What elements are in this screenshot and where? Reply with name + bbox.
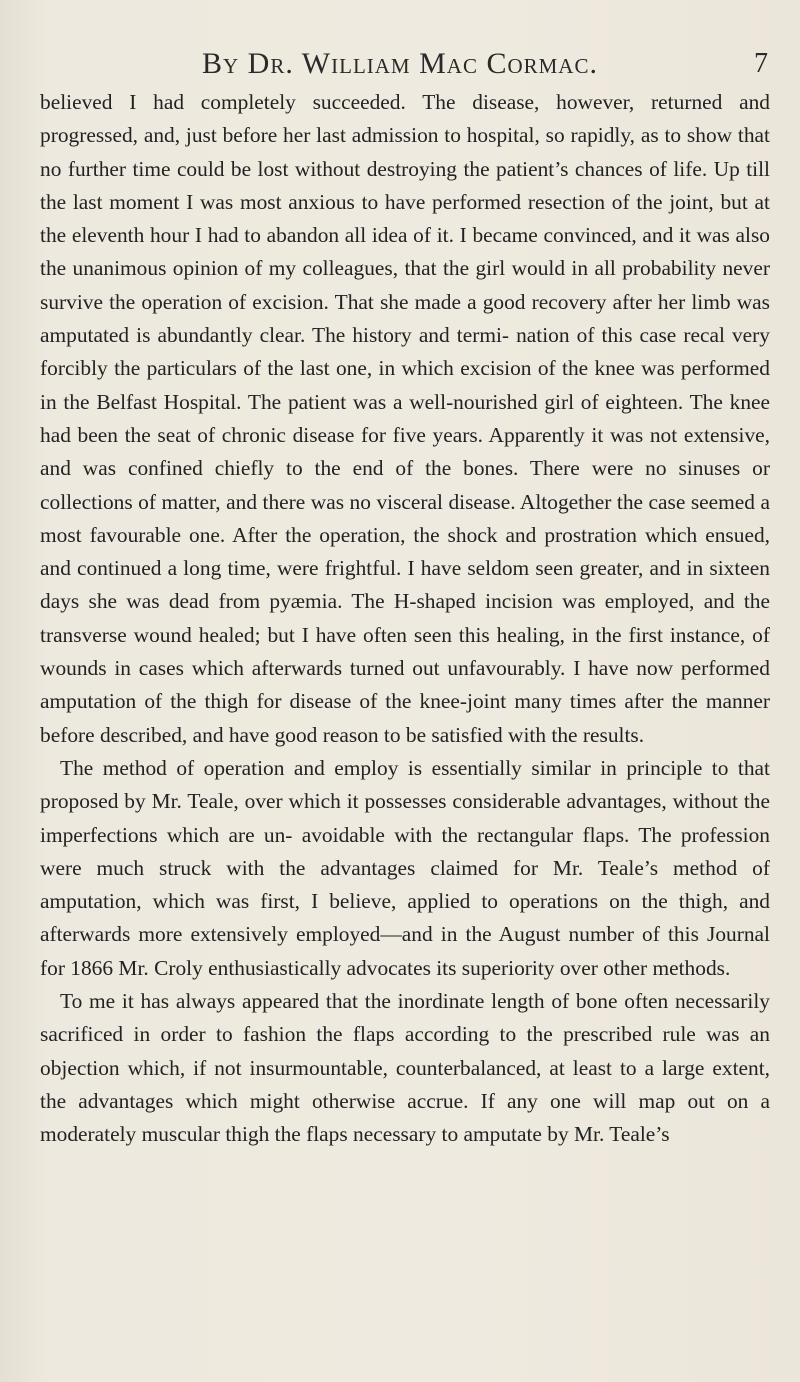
paragraph-3: To me it has always appeared that the inordinate length of bone often necessarily sacrificed in order to fashion the flaps according to the prescribed rule was an objection which, if not insurmountable, counterbalanced, at least to a large extent, the advantages which might otherwise accrue. If any one will map out on a moderately muscular thigh the flaps necessary to amputate by Mr. Teale’s — [40, 989, 770, 1147]
running-head — [0, 44, 800, 84]
paragraph-1: believed I had completely succeeded. The disease, however, returned and progressed, and, just before her last admission to hospital, so rapidly, as to show that no further time could be lost without destroying the patient’s chances of life. Up till the last moment I was most anxious to have performed resection of the joint, but at the eleventh hour I had to abandon all idea of it. I became convinced, and it was also the unanimous opinion of my colleagues, that the girl would in all probability never survive the operation of excision. That she made a good recovery after her limb was amputated is abundantly clear. The history and termi- nation of this case recal very forcibly the particulars of the last one, in which excision of the knee was performed in the Belfast Hospital. The patient was a well-nourished girl of eighteen. The knee had been the seat of chronic disease for five years. Apparently it was not extensive, and was confined chiefly to the end of the bones. There were no sinuses or collections of matter, and there was no visceral disease. Altogether the case seemed a most favourable one. After the operation, the shock and prostration which ensued, and continued a long time, were frightful. I have seldom seen greater, and in sixteen days she was dead from pyæmia. The H-shaped incision was employed, and the transverse wound healed; but I have often seen this healing, in the first instance, of wounds in cases which afterwards turned out unfavourably. I have now performed amputation of the thigh for disease of the knee-joint many times after the manner before described, and have good reason to be satisfied with the results. — [40, 90, 770, 747]
page-number: 7 — [754, 48, 768, 79]
paragraph-2: The method of operation and employ is essentially similar in principle to that proposed by Mr. Teale, over which it possesses considerable advantages, without the imperfections which are un- avoidable with the rectangular flaps. The profession were much struck with the advantages claimed for Mr. Teale’s method of amputation, which was first, I believe, applied to operations on the thigh, and afterwards more extensively employed—and in the August number of this Journal for 1866 Mr. Croly enthusiastically advocates its superiority over other methods. — [40, 755, 770, 980]
body-text — [40, 86, 770, 1152]
running-title: By Dr. William Mac Cormac. — [202, 47, 598, 80]
